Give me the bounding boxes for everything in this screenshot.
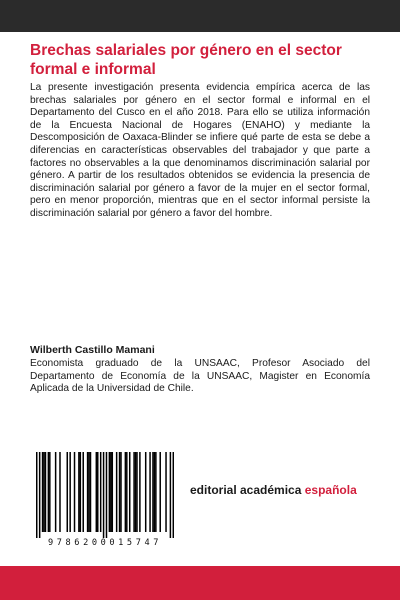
barcode-bar: [110, 452, 112, 532]
barcode-bar: [103, 452, 105, 538]
barcode-bar: [133, 452, 135, 532]
book-title: Brechas salariales por género en el sector formal e informal: [30, 42, 342, 78]
barcode-bar: [106, 452, 108, 538]
top-band: [0, 0, 400, 32]
barcode-bar: [112, 452, 114, 532]
barcode-bar: [139, 452, 141, 532]
barcode-bar: [155, 452, 157, 532]
barcode-bar: [109, 452, 111, 532]
barcode-graphic: [36, 452, 174, 538]
barcode-bar: [55, 452, 57, 532]
barcode-bar: [119, 452, 121, 532]
barcode-bar: [36, 452, 38, 538]
barcode-bar: [74, 452, 76, 532]
author-bio: Economista graduado de la UNSAAC, Profesor Asociado del Departamento de Economía de la UNSAAC, Magister en Economía Aplicada de la Universidad de Chile.: [30, 358, 370, 395]
barcode-bar: [135, 452, 137, 532]
barcode-bar: [173, 452, 174, 538]
barcode-bar: [145, 452, 147, 532]
publisher-name: editorial académica: [190, 483, 305, 497]
barcode-bar: [149, 452, 151, 532]
barcode-bar: [43, 452, 45, 532]
barcode-bar: [136, 452, 138, 532]
barcode-bar: [100, 452, 102, 532]
barcode-bar: [90, 452, 92, 532]
barcode-bar: [82, 452, 84, 532]
barcode-bar: [96, 452, 98, 532]
barcode-bar: [126, 452, 128, 532]
isbn-barcode: [30, 450, 180, 552]
barcode-bar: [116, 452, 118, 532]
publisher-name-accent: española: [304, 483, 357, 497]
bottom-band: [0, 566, 400, 600]
barcode-bar: [59, 452, 61, 532]
barcode-bar: [45, 452, 47, 532]
barcode-bar: [165, 452, 167, 532]
barcode-bar: [120, 452, 122, 532]
publisher-logo: [190, 483, 380, 497]
barcode-bar: [170, 452, 172, 538]
barcode-bar: [69, 452, 71, 532]
barcode-bar: [48, 452, 50, 532]
barcode-bar: [67, 452, 69, 532]
author-name: Wilberth Castillo Mamani: [30, 344, 155, 356]
barcode-bar: [42, 452, 44, 532]
barcode-bar: [39, 452, 41, 538]
barcode-bar: [88, 452, 90, 532]
barcode-bar: [129, 452, 131, 532]
book-abstract: La presente investigación presenta evidencia empírica acerca de las brechas salariales por género en el sector formal e informal en el Departamento del Cusco en el año 2018. Para ello se utiliza información de la Encuesta Nacional de Hogares (ENAHO) y mediante la Descomposición de Oaxaca-Blinder se infiere qué parte de esta se debe a diferencias en características observables del trabajador y que parte a factores no observables a la que denominamos discriminación salarial por género. A partir de los resultados obtenidos se evidencia la presencia de discriminación salarial por género a favor de la mujer en el sector formal, pero en menor proporción, mientras que en el sector informal persiste la discriminación salarial por género a favor del hombre.: [30, 82, 370, 219]
barcode-bar: [154, 452, 156, 532]
barcode-bar: [125, 452, 127, 532]
barcode-bar: [159, 452, 161, 532]
barcode-bar: [80, 452, 82, 532]
isbn-number: 9786200015747: [47, 538, 163, 548]
barcode-bar: [49, 452, 51, 532]
barcode-bar: [78, 452, 80, 532]
barcode-bar: [97, 452, 99, 532]
barcode-bar: [87, 452, 89, 532]
barcode-bar: [152, 452, 154, 532]
